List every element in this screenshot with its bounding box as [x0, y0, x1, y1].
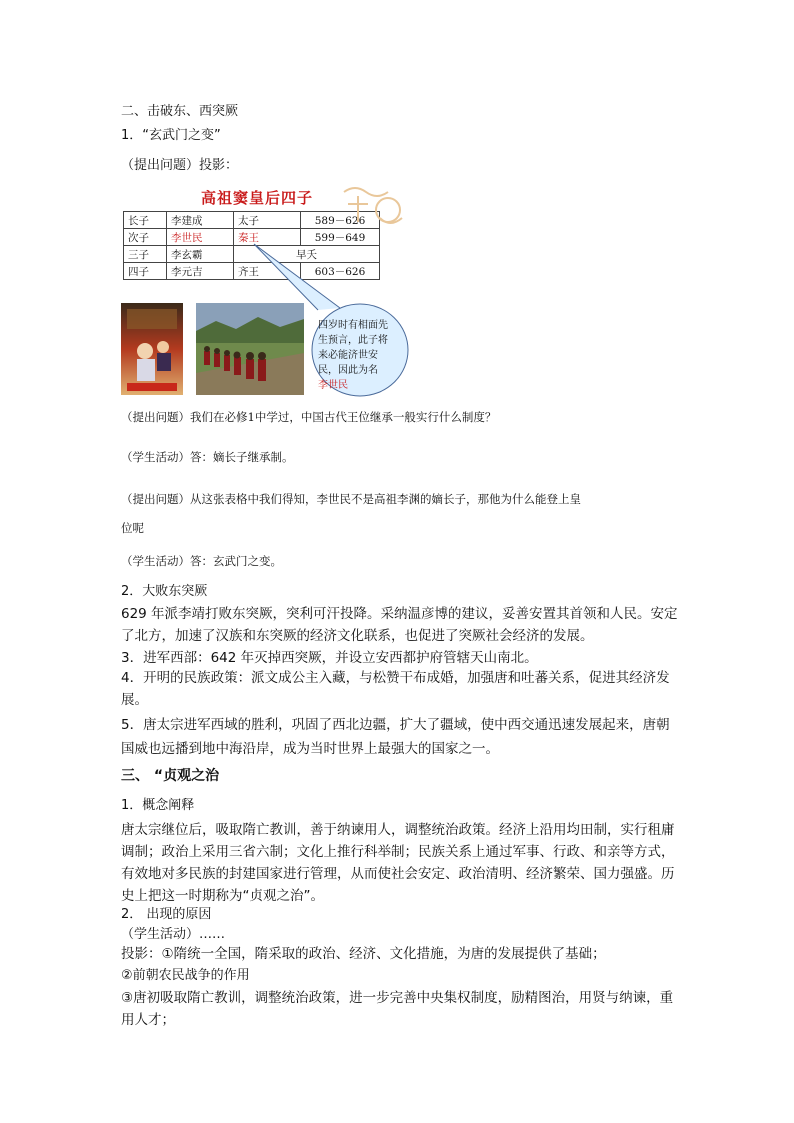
- paragraph-east-turks: 629 年派李靖打败东突厥，突利可汗投降。采纳温彦博的建议，妥善安置其首领和人民。安定了北方，加速了汉族和东突厥的经济文化联系，也促进了突厥社会经济的发展。: [121, 606, 678, 644]
- table-cell: 早夭: [234, 246, 380, 263]
- item-causes: 2． 出现的原因: [121, 907, 212, 922]
- tv-poster-image: [121, 303, 183, 395]
- table-cell: 李建成: [167, 212, 234, 229]
- answer-succession: [121, 448, 294, 467]
- table-cell: 齐王: [234, 263, 301, 280]
- item-west: 3．进军西部：642 年灭掉西突厥，并设立安西都护府管辖天山南北。: [121, 650, 538, 666]
- question-label: （提出问题）投影：: [121, 158, 239, 173]
- table-cell: 次子: [124, 229, 167, 246]
- slide-title: 高祖窦皇后四子: [201, 189, 314, 207]
- student-activity: （学生活动）……: [121, 927, 226, 942]
- answer-text: （学生活动）答：玄武门之变。: [121, 554, 282, 568]
- table-cell: 秦王: [234, 229, 301, 246]
- item-ethnic-policy: 4．开明的民族政策：派文成公主入藏，与松赞干布成婚，加强唐和吐蕃关系，促进其经济发展。: [121, 670, 670, 708]
- table-cell: 李玄霸: [167, 246, 234, 263]
- question-liShimin: [121, 490, 581, 509]
- callout-line: 生预言，此子将: [318, 335, 388, 346]
- paragraph-concept: 唐太宗继位后，吸取隋亡教训，善于纳谏用人，调整统治政策。经济上沿用均田制，实行租庸调制；政治上采用三省六制；文化上推行科举制；民族关系上通过军事、行政、和亲等方式，有效地对多民族的封建国家进行管理，从而使社会安定、政治清明、经济繁荣、国力强盛。历史上把这一时期称为“贞观之治”。: [121, 822, 675, 904]
- answer-xuanwu: [121, 552, 282, 571]
- projection-1: 投影：①隋统一全国，隋采取的政治、经济、文化措施，为唐的发展提供了基础；: [121, 946, 606, 962]
- table-cell: 603－626: [301, 263, 380, 280]
- question-liShimin-cont: [121, 519, 144, 538]
- item-concept: 1．概念阐释: [121, 798, 195, 813]
- section2-heading: 二、击破东、西突厥: [121, 104, 239, 119]
- callout-line: 李世民: [318, 380, 348, 391]
- table-cell: 599－649: [301, 229, 380, 246]
- item-xuanwu: 1．“玄武门之变”: [121, 128, 221, 143]
- section3-heading: 三、 “贞观之治: [121, 768, 220, 784]
- table-cell: 太子: [234, 212, 301, 229]
- question-text: （提出问题）我们在必修1中学过，中国古代王位继承一般实行什么制度？: [121, 410, 497, 424]
- answer-text: （学生活动）答：嫡长子继承制。: [121, 450, 294, 464]
- table-cell: 四子: [124, 263, 167, 280]
- item-east-turks: 2．大败东突厥: [121, 584, 208, 599]
- callout-line: 来必能济世安: [318, 350, 378, 361]
- question-text: 位呢: [121, 521, 144, 535]
- question-text: （提出问题）从这张表格中我们得知，李世民不是高祖李渊的嫡长子，那他为什么能登上皇: [121, 492, 581, 506]
- table-cell: 长子: [124, 212, 167, 229]
- table-cell: 李世民: [167, 229, 234, 246]
- callout-line: 四岁时有相面先: [318, 320, 388, 331]
- question-succession: [121, 408, 496, 427]
- item-victory: 5．唐太宗进军西域的胜利，巩固了西北边疆，扩大了疆域，使中西交通迅速发展起来，唐朝国威也远播到地中海沿岸，成为当时世界上最强大的国家之一。: [121, 717, 670, 757]
- callout-line: 民，因此为名: [318, 365, 378, 376]
- projection-2: ②前朝农民战争的作用: [121, 968, 250, 983]
- callout-text: [318, 318, 398, 393]
- table-cell: 589－626: [301, 212, 380, 229]
- table-cell: 三子: [124, 246, 167, 263]
- projection-3: ③唐初吸取隋亡教训，调整统治政策，进一步完善中央集权制度，励精图治，用贤与纳谏，重用人才；: [121, 990, 674, 1028]
- watermark-decoration: [340, 182, 410, 230]
- table-cell: 李元吉: [167, 263, 234, 280]
